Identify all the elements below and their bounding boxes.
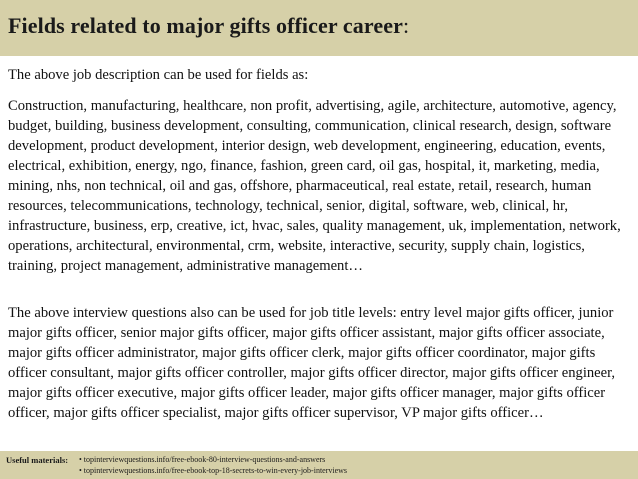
fields-paragraph: Construction, manufacturing, healthcare, non profit, advertising, agile, architecture, automotive, agency, budget, building, business development, consulting, communication, clinical research, design, software development, product development, interior design, web development, engineering, education, events, electrical, exhibition, energy, ngo, finance, fashion, green card, oil gas, hospital, it, marketing, media, mining, nhs, non technical, oil and gas, offshore, pharmaceutical, real estate, retail, research, human resources, telecommunications, technology, technical, senior, digital, software, web, clinical, hr, infrastructure, business, erp, creative, ict, hvac, sales, quality management, uk, implementation, network, operations, architectural, environmental, crm, website, interactive, security, supply chain, logistics, training, project management, administrative management… (8, 98, 621, 274)
footer-links (79, 455, 347, 476)
intro-paragraph: The above job description can be used for fields as: (8, 67, 309, 83)
page-title-colon: : (402, 13, 410, 38)
page-title (8, 13, 409, 39)
footer-bar (0, 451, 638, 479)
title-bar (0, 0, 638, 56)
footer-link-ebook-80-questions[interactable]: • topinterviewquestions.info/free-ebook-80-interview-questions-and-answers (79, 455, 326, 464)
footer-label: Useful materials: (6, 455, 69, 465)
footer-link-ebook-18-secrets[interactable]: • topinterviewquestions.info/free-ebook-top-18-secrets-to-win-every-job-interviews (79, 465, 348, 475)
page-title-text: Fields related to major gifts officer career (8, 13, 403, 38)
job-titles-paragraph: The above interview questions also can be used for job title levels: entry level major gifts officer, junior major gifts officer, senior major gifts officer, major gifts officer assistant, major gifts officer associate, major gifts officer administrator, major gifts officer clerk, major gifts officer coordinator, major gifts officer consultant, major gifts officer controller, major gifts officer director, major gifts officer engineer, major gifts officer executive, major gifts officer leader, major gifts officer manager, major gifts officer officer, major gifts officer specialist, major gifts officer supervisor, VP major gifts officer… (8, 305, 616, 421)
